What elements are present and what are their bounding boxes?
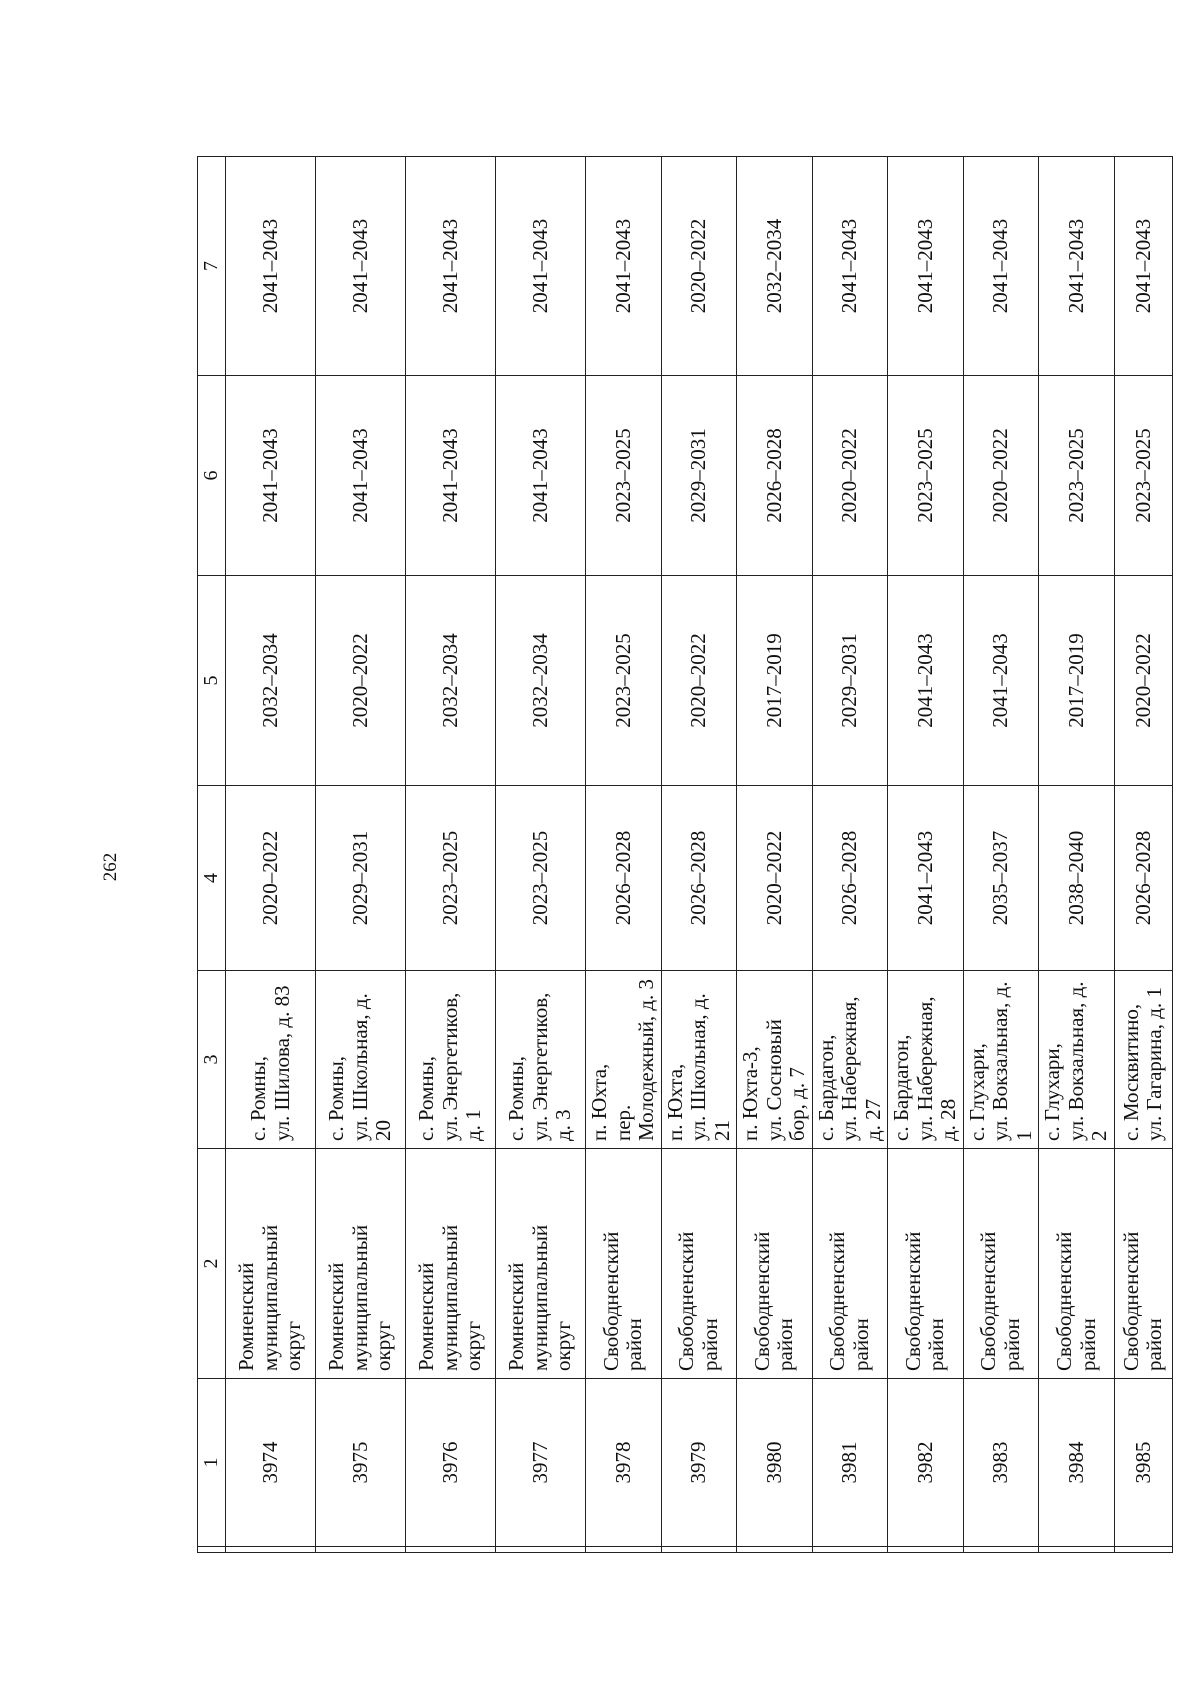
- edge-cell: [496, 1547, 586, 1553]
- row-number-cell: 3979: [661, 1379, 737, 1547]
- period-cell-7: 2041–2043: [888, 157, 964, 376]
- period-cell-5: 2020–2022: [661, 576, 737, 786]
- district-cell: [316, 1149, 406, 1379]
- address-cell-line: ул. Вокзальная, д. 2: [1063, 981, 1112, 1141]
- period-cell-5: 2032–2034: [496, 576, 586, 786]
- address-cell-line: с. Глухари,: [964, 1043, 989, 1141]
- district-cell-line: округ: [371, 1320, 396, 1371]
- edge-cell: [812, 1547, 888, 1553]
- period-cell-7: 2041–2043: [812, 157, 888, 376]
- address-cell-line: п. Юхта-3,: [738, 1046, 763, 1141]
- header-row: [198, 157, 226, 1553]
- address-cell-line: ул. Энергетиков, д. 3: [527, 992, 576, 1141]
- table-row: [888, 157, 964, 1553]
- table-row: [226, 157, 316, 1553]
- edge-cell: [1039, 1547, 1115, 1553]
- address-cell-line: с. Глухари,: [1040, 1043, 1065, 1141]
- period-cell-5: 2041–2043: [888, 576, 964, 786]
- table-row: [661, 157, 737, 1553]
- table-row: [586, 157, 662, 1553]
- address-cell-line: п. Юхта,: [662, 1063, 687, 1141]
- district-cell-line: Свободненский: [749, 1231, 774, 1371]
- period-cell-4: 2035–2037: [963, 786, 1039, 971]
- address-cell-line: ул. Набережная, д. 27: [837, 996, 885, 1141]
- period-cell-4: 2023–2025: [496, 786, 586, 971]
- address-cell-line: ул. Гагарина, д. 1: [1142, 987, 1167, 1141]
- period-cell-4: 2026–2028: [812, 786, 888, 971]
- address-cell-line: пер. Молодежный, д. 3: [610, 978, 659, 1141]
- period-cell-6: 2041–2043: [316, 376, 406, 576]
- table-row: [496, 157, 586, 1553]
- address-cell: [226, 971, 316, 1149]
- period-cell-7: 2041–2043: [316, 157, 406, 376]
- edge-cell: [1114, 1547, 1172, 1553]
- district-cell: [812, 1149, 888, 1379]
- row-number-cell: 3984: [1039, 1379, 1115, 1547]
- address-cell-line: с. Ромны,: [504, 1056, 529, 1141]
- district-cell-line: округ: [281, 1320, 306, 1371]
- period-cell-6: 2041–2043: [226, 376, 316, 576]
- district-cell-line: район: [1142, 1318, 1167, 1371]
- address-cell: [1114, 971, 1172, 1149]
- table-row: [963, 157, 1039, 1553]
- edge-cell: [737, 1547, 813, 1553]
- header-cell-4: 4: [198, 786, 226, 971]
- district-cell-line: Ромненский: [324, 1262, 349, 1371]
- period-cell-4: 2020–2022: [737, 786, 813, 971]
- period-cell-5: 2032–2034: [406, 576, 496, 786]
- row-number-cell: 3983: [963, 1379, 1039, 1547]
- district-cell-line: Свободненский: [825, 1231, 850, 1371]
- edge-cell: [316, 1547, 406, 1553]
- period-cell-7: 2041–2043: [406, 157, 496, 376]
- period-cell-4: 2020–2022: [226, 786, 316, 971]
- address-cell: [316, 971, 406, 1149]
- period-cell-5: 2023–2025: [586, 576, 662, 786]
- period-cell-7: 2041–2043: [226, 157, 316, 376]
- period-cell-7: 2041–2043: [1039, 157, 1115, 376]
- district-cell-line: район: [622, 1318, 647, 1371]
- row-number-cell: 3985: [1114, 1379, 1172, 1547]
- address-cell-line: с. Ромны,: [245, 1056, 270, 1141]
- address-cell-line: с. Ромны,: [414, 1056, 439, 1141]
- period-cell-6: 2041–2043: [496, 376, 586, 576]
- edge-cell: [198, 1547, 226, 1553]
- district-cell-line: Ромненский: [234, 1262, 259, 1371]
- period-cell-5: 2032–2034: [226, 576, 316, 786]
- address-cell: [586, 971, 662, 1149]
- district-cell-line: Свободненский: [900, 1231, 925, 1371]
- district-cell-line: район: [1075, 1318, 1100, 1371]
- district-cell: [1039, 1149, 1115, 1379]
- header-cell-2: 2: [198, 1149, 226, 1379]
- district-cell-line: район: [773, 1318, 798, 1371]
- address-cell: [812, 971, 888, 1149]
- address-cell-line: с. Ромны,: [324, 1056, 349, 1141]
- district-cell-line: округ: [551, 1320, 576, 1371]
- address-cell-line: ул. Вокзальная, д. 1: [988, 981, 1036, 1141]
- period-cell-6: 2023–2025: [1114, 376, 1172, 576]
- row-number-cell: 3981: [812, 1379, 888, 1547]
- period-cell-7: 2020–2022: [661, 157, 737, 376]
- table-row: [316, 157, 406, 1553]
- page-number: 262: [100, 852, 121, 882]
- address-cell: [888, 971, 964, 1149]
- district-cell-line: Свободненский: [598, 1231, 623, 1371]
- address-cell-line: с. Бардагон,: [889, 1034, 914, 1141]
- address-cell-line: ул. Энергетиков, д. 1: [437, 992, 486, 1141]
- table-row: [812, 157, 888, 1553]
- period-cell-4: 2026–2028: [661, 786, 737, 971]
- district-cell: [586, 1149, 662, 1379]
- district-cell-line: район: [924, 1318, 949, 1371]
- address-cell: [1039, 971, 1115, 1149]
- district-cell: [496, 1149, 586, 1379]
- row-number-cell: 3978: [586, 1379, 662, 1547]
- period-cell-7: 2032–2034: [737, 157, 813, 376]
- district-cell-line: округ: [461, 1320, 486, 1371]
- address-cell-line: п. Юхта,: [587, 1063, 611, 1141]
- district-cell-line: Ромненский: [414, 1262, 439, 1371]
- table-row: [1039, 157, 1115, 1553]
- address-cell-line: ул. Школьная, д. 21: [686, 993, 734, 1141]
- period-cell-7: 2041–2043: [496, 157, 586, 376]
- address-cell-line: ул. Набережная, д. 28: [912, 996, 961, 1141]
- period-cell-4: 2038–2040: [1039, 786, 1115, 971]
- district-cell-line: Свободненский: [1118, 1231, 1143, 1371]
- district-cell-line: район: [848, 1318, 873, 1371]
- address-cell-line: ул. Шилова, д. 83: [269, 985, 294, 1141]
- address-cell: [406, 971, 496, 1149]
- district-cell-line: район: [1000, 1318, 1024, 1371]
- schedule-table: [197, 156, 1173, 1553]
- period-cell-5: 2017–2019: [737, 576, 813, 786]
- district-cell: [1114, 1149, 1172, 1379]
- district-cell: [737, 1149, 813, 1379]
- header-cell-5: 5: [198, 576, 226, 786]
- header-cell-3: 3: [198, 971, 226, 1149]
- table-row: [1114, 157, 1172, 1553]
- district-cell: [888, 1149, 964, 1379]
- header-cell-7: 7: [198, 157, 226, 376]
- district-cell-line: Свободненский: [1052, 1231, 1077, 1371]
- district-cell-line: муниципальный: [437, 1224, 462, 1371]
- edge-cell: [226, 1547, 316, 1553]
- row-number-cell: 3974: [226, 1379, 316, 1547]
- district-cell-line: муниципальный: [527, 1224, 552, 1371]
- rotated-table-container: [197, 157, 1167, 1553]
- header-cell-1: 1: [198, 1379, 226, 1547]
- period-cell-4: 2026–2028: [1114, 786, 1172, 971]
- address-cell: [737, 971, 813, 1149]
- row-number-cell: 3976: [406, 1379, 496, 1547]
- edge-cell: [406, 1547, 496, 1553]
- address-cell: [661, 971, 737, 1149]
- district-cell: [963, 1149, 1039, 1379]
- period-cell-5: 2020–2022: [1114, 576, 1172, 786]
- district-cell-line: муниципальный: [347, 1224, 372, 1371]
- period-cell-6: 2023–2025: [888, 376, 964, 576]
- period-cell-4: 2026–2028: [586, 786, 662, 971]
- period-cell-6: 2026–2028: [737, 376, 813, 576]
- district-cell-line: район: [697, 1318, 722, 1371]
- period-cell-6: 2029–2031: [661, 376, 737, 576]
- district-cell-line: муниципальный: [257, 1224, 282, 1371]
- row-number-cell: 3975: [316, 1379, 406, 1547]
- row-number-cell: 3980: [737, 1379, 813, 1547]
- period-cell-5: 2020–2022: [316, 576, 406, 786]
- table-row: [406, 157, 496, 1553]
- district-cell-line: Ромненский: [504, 1262, 529, 1371]
- period-cell-6: 2023–2025: [586, 376, 662, 576]
- address-cell: [963, 971, 1039, 1149]
- edge-cell: [888, 1547, 964, 1553]
- district-cell-line: Свободненский: [674, 1231, 699, 1371]
- period-cell-4: 2023–2025: [406, 786, 496, 971]
- address-cell-line: ул. Сосновый бор, д. 7: [761, 1019, 810, 1141]
- period-cell-5: 2029–2031: [812, 576, 888, 786]
- table-row: [737, 157, 813, 1553]
- period-cell-6: 2020–2022: [812, 376, 888, 576]
- period-cell-4: 2029–2031: [316, 786, 406, 971]
- period-cell-7: 2041–2043: [586, 157, 662, 376]
- address-cell-line: ул. Школьная, д. 20: [347, 993, 396, 1141]
- district-cell: [661, 1149, 737, 1379]
- address-cell-line: с. Бардагон,: [813, 1034, 838, 1141]
- period-cell-6: 2023–2025: [1039, 376, 1115, 576]
- period-cell-6: 2020–2022: [963, 376, 1039, 576]
- district-cell: [226, 1149, 316, 1379]
- edge-cell: [963, 1547, 1039, 1553]
- edge-cell: [661, 1547, 737, 1553]
- district-cell: [406, 1149, 496, 1379]
- period-cell-7: 2041–2043: [963, 157, 1039, 376]
- header-cell-6: 6: [198, 376, 226, 576]
- period-cell-7: 2041–2043: [1114, 157, 1172, 376]
- row-number-cell: 3982: [888, 1379, 964, 1547]
- district-cell-line: Свободненский: [976, 1231, 1001, 1371]
- address-cell-line: с. Москвитино,: [1118, 1003, 1143, 1141]
- period-cell-5: 2017–2019: [1039, 576, 1115, 786]
- edge-cell: [586, 1547, 662, 1553]
- address-cell: [496, 971, 586, 1149]
- period-cell-5: 2041–2043: [963, 576, 1039, 786]
- period-cell-6: 2041–2043: [406, 376, 496, 576]
- period-cell-4: 2041–2043: [888, 786, 964, 971]
- row-number-cell: 3977: [496, 1379, 586, 1547]
